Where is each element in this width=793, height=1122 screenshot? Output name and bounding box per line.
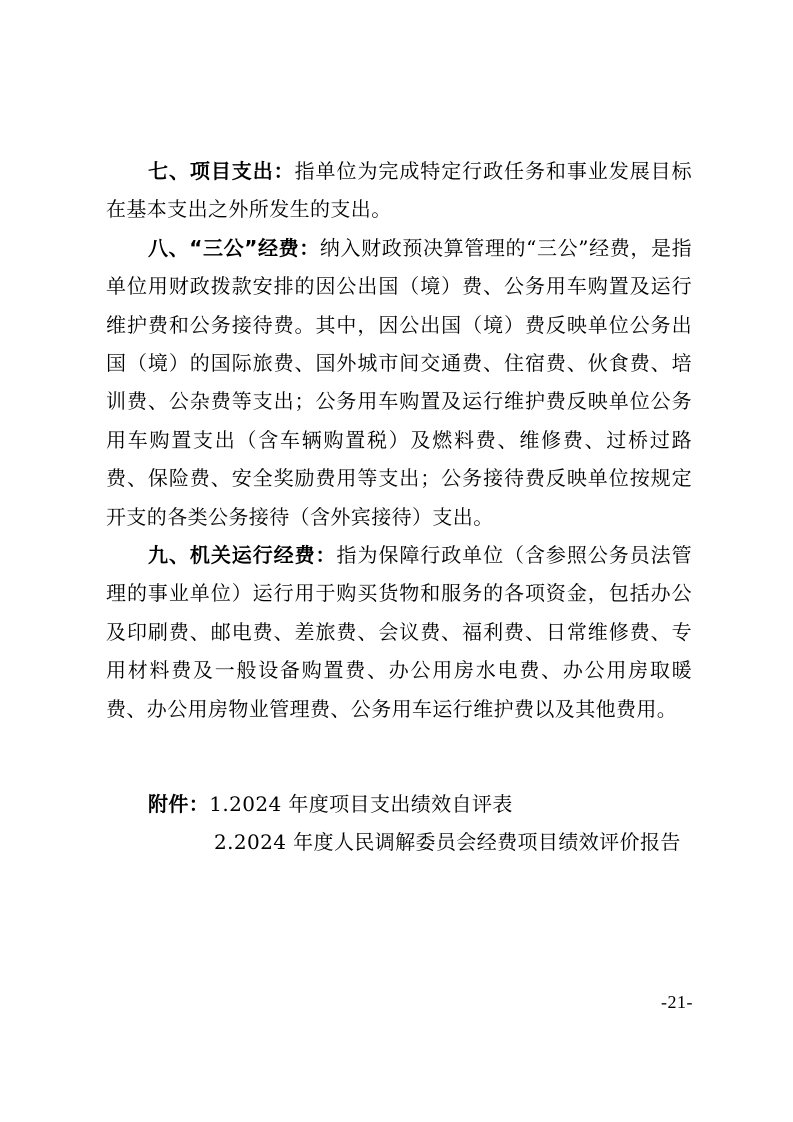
attachment-line [148, 823, 708, 861]
page-number: -21- [661, 992, 693, 1012]
section-body: 纳入财政预决算管理的“三公”经费，是指单位用财政拨款安排的因公出国（境）费、公务用车购置及运行维护费和公务接待费。其中，因公出国（境）费反映单位公务出国（境）的国际旅费、国外城市间交通费、住宿费、伙食费、培训费、公杂费等支出；公务用车购置及运行维护费反映单位公务用车购置支出（含车辆购置税）及燃料费、维修费、过桥过路费、保险费、安全奖励费用等支出；公务接待费反映单位按规定开支的各类公务接待（含外宾接待）支出。 [106, 235, 692, 529]
attachments-block [148, 785, 708, 862]
attachment-line [148, 785, 708, 823]
document-body [106, 152, 692, 728]
section-body: 指单位为完成特定行政任务和事业发展目标在基本支出之外所发生的支出。 [106, 159, 692, 222]
attachment-item: 1.2024 年度项目支出绩效自评表 [209, 792, 513, 816]
section-project-expenditure [106, 152, 692, 229]
section-body: 指为保障行政单位（含参照公务员法管理的事业单位）运行用于购买货物和服务的各项资金，包括办公及印刷费、邮电费、差旅费、会议费、福利费、日常维修费、专用材料费及一般设备购置费、办公用房水电费、办公用房取暖费、办公用房物业管理费、公务用车运行维护费以及其他费用。 [106, 543, 692, 721]
section-heading: 八、“三公”经费： [148, 235, 320, 260]
attachment-item: 2.2024 年度人民调解委员会经费项目绩效评价报告 [214, 830, 681, 855]
section-agency-operating-expenses [106, 536, 692, 728]
section-three-public-expenses [106, 229, 692, 536]
attachments-label: 附件： [148, 792, 210, 816]
section-heading: 九、机关运行经费： [148, 543, 337, 568]
section-heading: 七、项目支出： [148, 159, 295, 183]
